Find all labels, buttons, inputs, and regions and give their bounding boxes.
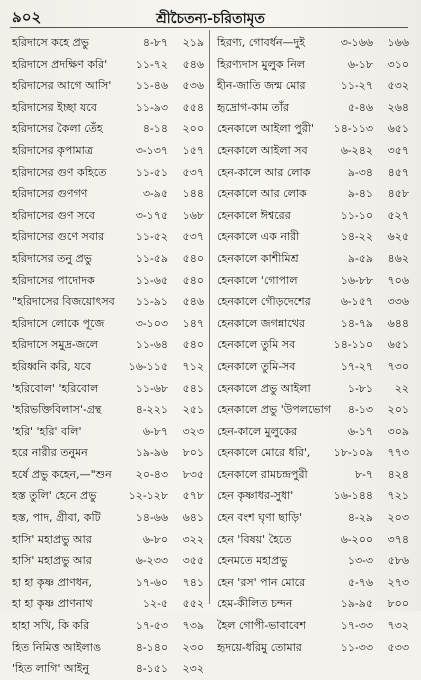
entry-reference: ১১-৬৮ <box>135 381 168 395</box>
entry-reference: ৬-২০০ <box>340 532 373 546</box>
running-title: শ্রীচৈতন্য-চরিতামৃত <box>156 11 265 27</box>
index-entry <box>8 97 208 119</box>
entry-text: হীন-জাতি জন্ম মোর <box>217 79 306 93</box>
entry-page: ৬৪৪ <box>387 316 409 330</box>
entry-text: হেনকালে তুমি সব <box>217 338 296 352</box>
index-entry <box>8 356 208 378</box>
entry-reference: ১৭-৫৩ <box>135 619 168 633</box>
index-entry <box>213 313 413 335</box>
entry-page: ৬৪১ <box>182 511 204 525</box>
index-entry <box>8 421 208 443</box>
entry-reference: ৬-৮৭ <box>142 424 168 438</box>
entry-text: হেনকালে গৌড়দেশের <box>217 295 311 309</box>
index-entry <box>213 593 413 615</box>
entry-text: হেনকালে তুমি-সব <box>217 359 296 373</box>
entry-page: ৪৫৭ <box>387 165 409 179</box>
index-column-right <box>213 32 413 658</box>
entry-text: হেনকালে আইলা পুরী' <box>217 122 314 136</box>
entry-text: হেনকালে প্রভু 'উপলভোগ <box>217 403 331 417</box>
entry-reference: ১১-২৭ <box>340 79 373 93</box>
entry-text: হরিদাসের গুণ কহিতে <box>12 165 107 179</box>
entry-reference: ৩-১৬৬ <box>340 36 373 49</box>
index-entry <box>8 637 208 659</box>
entry-page: ২০১ <box>387 403 409 417</box>
index-entry <box>213 442 413 464</box>
entry-text: হস্ত তুলি' হেনে প্রভু <box>12 489 97 503</box>
entry-text: 'হরি' 'হরি' বলি' <box>12 424 82 438</box>
entry-page: ২০৩ <box>387 511 409 525</box>
entry-text: হেন 'বিষয়' হৈতে <box>217 532 292 546</box>
entry-text: হেনকালে রামচন্দ্রপুরী <box>217 467 308 481</box>
entry-text: হরিদাসে লোকে পূজে <box>12 316 105 330</box>
entry-text: হেন-কালে মুলুকের <box>217 424 297 438</box>
entry-text: হরিদাসে প্রদক্ষিণ করি' <box>12 57 108 71</box>
entry-page: ৫৫২ <box>182 597 204 611</box>
column-divider <box>209 30 210 604</box>
index-entry <box>8 291 208 313</box>
index-entry <box>8 529 208 551</box>
entry-reference: ১১-৪৬ <box>135 79 168 93</box>
entry-reference: ১১-৬৪ <box>135 338 168 352</box>
entry-text: 'হরিভক্তিবিলাস'-গ্রন্থ <box>12 403 102 417</box>
index-entry <box>213 226 413 248</box>
entry-page: ৩১০ <box>387 57 409 71</box>
entry-reference: ৪-১৪ <box>142 122 168 136</box>
entry-page: ৫৪০ <box>182 273 204 287</box>
entry-text: হরিদাসের ইচ্ছা যবে <box>12 100 97 114</box>
entry-reference: ৩-১০৩ <box>135 316 168 330</box>
entry-reference: ১১-৫৯ <box>135 251 168 265</box>
entry-reference: ১৩-৩ <box>347 554 373 568</box>
index-entry <box>213 54 413 76</box>
index-entry <box>8 442 208 464</box>
entry-page: ৭৩২ <box>387 619 409 633</box>
entry-text: হেনকালে আর লোক <box>217 187 307 201</box>
entry-text: 'হরিবোল' 'হরিবোল <box>12 381 99 395</box>
entry-page: ৬২৫ <box>387 230 409 244</box>
index-entry <box>8 658 208 680</box>
entry-text: হরিদাসের গুণ সবে <box>12 208 95 222</box>
index-entry <box>213 97 413 119</box>
entry-reference: ৪-১৫১ <box>135 662 168 676</box>
index-entry <box>213 334 413 356</box>
index-entry <box>8 75 208 97</box>
index-entry <box>213 75 413 97</box>
index-entry <box>8 550 208 572</box>
entry-text: হরিদাসে কহে প্রভু <box>12 36 89 49</box>
entry-page: ২৩০ <box>182 640 204 654</box>
entry-reference: ১৪-২২ <box>340 230 373 244</box>
entry-page: ৭২১ <box>387 489 409 503</box>
entry-page: ২৭৩ <box>387 575 409 589</box>
entry-page: ৫৩২ <box>387 79 409 93</box>
entry-page: ৭৭৩ <box>387 446 409 460</box>
index-entry <box>213 291 413 313</box>
index-entry <box>8 464 208 486</box>
entry-page: ১৫৭ <box>182 143 204 157</box>
entry-text: হাসি' মহাপ্রভু আর <box>12 554 92 568</box>
entry-page: ৬৫১ <box>387 338 409 352</box>
index-entry <box>8 593 208 615</box>
entry-reference: ১৭-২৭ <box>340 359 373 373</box>
index-entry <box>8 205 208 227</box>
entry-reference: ৯-৫৯ <box>347 251 373 265</box>
entry-page: ৩৫৭ <box>387 143 409 157</box>
entry-page: ২৩২ <box>182 662 204 676</box>
entry-reference: ১৬-৮৮ <box>340 273 373 287</box>
entry-reference: ১৮-১০৯ <box>333 446 373 460</box>
entry-page: ৫৩৬ <box>182 79 204 93</box>
header-rule <box>10 27 408 28</box>
entry-page: ৫৩৭ <box>182 165 204 179</box>
index-entry <box>213 118 413 140</box>
index-entry <box>213 637 413 659</box>
entry-page: ৪৬২ <box>387 251 409 265</box>
entry-text: হেন 'রস' পান মোরে <box>217 575 306 589</box>
index-entry <box>8 313 208 335</box>
entry-text: হরিদাসের কৈলা তেঁহ <box>12 122 103 136</box>
index-entry <box>213 356 413 378</box>
entry-page: ৫৪৬ <box>182 295 204 309</box>
index-entry <box>213 615 413 637</box>
entry-reference: ৫-৭৬ <box>347 575 373 589</box>
entry-text: "হরিদাসের বিজয়োৎসব <box>12 295 115 309</box>
entry-page: ৫৫৪ <box>182 100 204 114</box>
entry-reference: ১২-৫ <box>142 597 168 611</box>
entry-page: ৫৩৩ <box>387 640 409 654</box>
entry-reference: ১৬-১৪৪ <box>333 489 373 503</box>
page-number: ৯০২ <box>12 8 42 26</box>
index-entry <box>8 140 208 162</box>
index-entry <box>213 421 413 443</box>
entry-reference: ১১-৩৩ <box>340 640 373 654</box>
index-entry <box>213 464 413 486</box>
index-entry <box>8 572 208 594</box>
entry-reference: ৬-২৪২ <box>340 143 373 157</box>
entry-text: হরে নারীর তনুমন <box>12 446 88 460</box>
entry-page: ৭০৬ <box>387 273 409 287</box>
entry-text: হৈল গোপী-ভাবাবেশ <box>217 619 306 633</box>
index-entry <box>8 507 208 529</box>
entry-reference: ৪-১৩ <box>347 403 373 417</box>
entry-page: ৫৩৭ <box>182 230 204 244</box>
entry-page: ৮০১ <box>182 446 204 460</box>
entry-reference: ১১-৯১ <box>135 295 168 309</box>
entry-reference: ১৭-৩৩ <box>340 619 373 633</box>
index-entry <box>213 572 413 594</box>
entry-text: হরিদাসের তনু প্রভু <box>12 251 92 265</box>
entry-reference: ৩-১৭৫ <box>135 208 168 222</box>
entry-text: হেনকালে জগন্নাথের <box>217 316 305 330</box>
entry-text: হা হা কৃষ্ণ প্রাণনাথ <box>12 597 93 611</box>
entry-text: হরিদাসের গুণে সবার <box>12 230 105 244</box>
entry-reference: ৪-৮৭ <box>142 36 168 49</box>
entry-text: হাহা সখি, কি করি <box>12 619 90 633</box>
entry-reference: ১১-১০ <box>340 208 373 222</box>
entry-reference: ১১-৫১ <box>135 165 168 179</box>
index-entry <box>213 248 413 270</box>
entry-page: ৫৭৮ <box>182 489 204 503</box>
entry-text: হেনকালে আইলা সব <box>217 143 308 157</box>
entry-reference: ৬-১৮ <box>347 57 373 71</box>
entry-page: ৭৩৯ <box>182 619 204 633</box>
entry-page: ৩৫৫ <box>182 554 204 568</box>
entry-reference: ৯-৪১ <box>347 187 373 201</box>
entry-text: হেম-কীলিত চন্দন <box>217 597 293 611</box>
index-entry <box>8 183 208 205</box>
entry-text: হরিধ্বনি করি, যবে <box>12 359 92 373</box>
entry-text: হেনকালে মোরে ধরি', <box>217 446 311 460</box>
entry-text: হিত নিমিত্ত আইলাঙ <box>12 640 102 654</box>
index-entry <box>213 183 413 205</box>
entry-reference: ১৭-৬০ <box>135 575 168 589</box>
entry-page: ৬৫১ <box>387 122 409 136</box>
entry-text: হরিদাসে সমুদ্র-জলে <box>12 338 98 352</box>
entry-page: ৪২৪ <box>387 467 409 481</box>
entry-reference: ৪-২২১ <box>135 403 168 417</box>
entry-reference: ১১-৫২ <box>135 230 168 244</box>
page-header <box>0 6 421 28</box>
entry-reference: ৬-১৭ <box>347 424 373 438</box>
entry-page: ৩০৯ <box>387 424 409 438</box>
index-entry <box>8 378 208 400</box>
entry-text: হৃদ্রোগ-কাম তাঁর <box>217 100 290 114</box>
entry-text: হেনকালে প্রভু আইলা <box>217 381 311 395</box>
entry-page: ২৫১ <box>182 403 204 417</box>
entry-reference: ১১-৭২ <box>135 57 168 71</box>
entry-page: ১৬৬ <box>387 36 409 49</box>
entry-text: হরিদাসের আগে আসি' <box>12 79 112 93</box>
index-entry <box>8 334 208 356</box>
index-entry <box>213 550 413 572</box>
entry-page: ৫৮৬ <box>387 554 409 568</box>
entry-page: ৮০০ <box>387 597 409 611</box>
entry-text: হরিদাসের গুণগণ <box>12 187 88 201</box>
entry-text: হেন বংশ ঘৃণা ছাড়ি' <box>217 511 303 525</box>
entry-page: ৫৪০ <box>182 338 204 352</box>
index-column-left <box>8 32 208 680</box>
entry-text: হৃদয়ে-ধরিমু তোমার <box>217 640 302 654</box>
entry-page: ৭৪১ <box>182 575 204 589</box>
entry-reference: ১৪-৭৯ <box>340 316 373 330</box>
entry-reference: ৯-৩৪ <box>347 165 373 179</box>
entry-reference: ১২-১২৮ <box>128 489 168 503</box>
entry-page: ৭১২ <box>182 359 204 373</box>
index-entry <box>8 615 208 637</box>
entry-text: হা হা কৃষ্ণ প্রাণধন, <box>12 575 92 589</box>
entry-text: 'হিত লাগি' আইনু <box>12 662 90 676</box>
index-entry <box>213 485 413 507</box>
entry-page: ২২ <box>394 381 409 395</box>
index-entry <box>213 205 413 227</box>
entry-text: হরিদাসের পাদোদক <box>12 273 95 287</box>
entry-page: ২০০ <box>182 122 204 136</box>
index-entry <box>8 226 208 248</box>
entry-text: হেনকালে 'গোপাল <box>217 273 298 287</box>
index-entry <box>213 140 413 162</box>
entry-text: হেনকালে কাশীমিশ্র <box>217 251 299 265</box>
index-entry <box>213 378 413 400</box>
entry-reference: ১১-৯৩ <box>135 100 168 114</box>
entry-reference: ১৬-১১৫ <box>128 359 168 373</box>
entry-reference: ৩-৯৫ <box>142 187 168 201</box>
entry-text: হেনকালে ঈশ্বরের <box>217 208 291 222</box>
entry-reference: ১১-৬৫ <box>135 273 168 287</box>
index-entry <box>8 32 208 54</box>
entry-page: ২৬৪ <box>387 100 409 114</box>
entry-text: হরিদাসের কৃপামাত্র <box>12 143 93 157</box>
index-entry <box>8 270 208 292</box>
entry-page: ৪৫৮ <box>387 187 409 201</box>
entry-reference: ১৪-৬৬ <box>135 511 168 525</box>
entry-reference: ১৯-৯৫ <box>340 597 373 611</box>
entry-text: হর্ষে প্রভু কহেন,—"শুন <box>12 467 112 481</box>
entry-reference: ৪-২৯ <box>347 511 373 525</box>
index-entry <box>8 248 208 270</box>
entry-page: ৩২৩ <box>182 424 204 438</box>
index-entry <box>213 270 413 292</box>
entry-page: ১৬৮ <box>182 208 204 222</box>
entry-reference: ৮-৭ <box>354 467 373 481</box>
index-entry <box>213 162 413 184</box>
entry-reference: ৬-৮০ <box>142 532 168 546</box>
entry-reference: ১-৮১ <box>347 381 373 395</box>
entry-page: ৫৪১ <box>182 381 204 395</box>
entry-page: ১৪৭ <box>182 316 204 330</box>
entry-text: হেন-কালে আর লোক <box>217 165 311 179</box>
index-entry <box>8 54 208 76</box>
entry-page: ২১৯ <box>182 36 204 49</box>
entry-text: হেনমতে মহাপ্রভু <box>217 554 288 568</box>
entry-text: হেনকালে এক নারী <box>217 230 300 244</box>
entry-text: হাসি' মহাপ্রভু আর <box>12 532 92 546</box>
entry-reference: ১৯-৯৬ <box>135 446 168 460</box>
entry-reference: ১৪-১১৩ <box>333 122 373 136</box>
entry-text: হস্ত, পাদ, গ্রীবা, কটি <box>12 511 101 525</box>
entry-text: হেন কৃষ্ণাধর-সুধা' <box>217 489 294 503</box>
index-entry <box>8 118 208 140</box>
entry-reference: ৩-১৩৭ <box>135 143 168 157</box>
index-entry <box>8 162 208 184</box>
entry-page: ১৪৪ <box>182 187 204 201</box>
entry-page: ৭৩০ <box>387 359 409 373</box>
entry-page: ৩২২ <box>182 532 204 546</box>
entry-page: ৮৩৫ <box>182 467 204 481</box>
entry-reference: ১৪-১১০ <box>333 338 373 352</box>
index-entry <box>8 399 208 421</box>
entry-text: হিরণ্য, গোবর্ধন—দুই <box>217 36 306 49</box>
entry-page: ৩৭৪ <box>387 532 409 546</box>
entry-reference: ৫-৪৬ <box>347 100 373 114</box>
entry-reference: ৬-১৫৭ <box>340 295 373 309</box>
index-entry <box>8 485 208 507</box>
index-entry <box>213 529 413 551</box>
index-entry <box>213 399 413 421</box>
entry-page: ৫৪৬ <box>182 57 204 71</box>
entry-reference: ৬-২৩৩ <box>135 554 168 568</box>
entry-reference: ২০-৪৩ <box>135 467 168 481</box>
entry-page: ৫৪০ <box>182 251 204 265</box>
entry-text: হিরণ্যদাস মুলুক নিল <box>217 57 305 71</box>
index-entry <box>213 32 413 54</box>
entry-page: ৫২৭ <box>387 208 409 222</box>
entry-page: ৩৩৬ <box>387 295 409 309</box>
entry-reference: ৪-১৪০ <box>135 640 168 654</box>
index-entry <box>213 507 413 529</box>
